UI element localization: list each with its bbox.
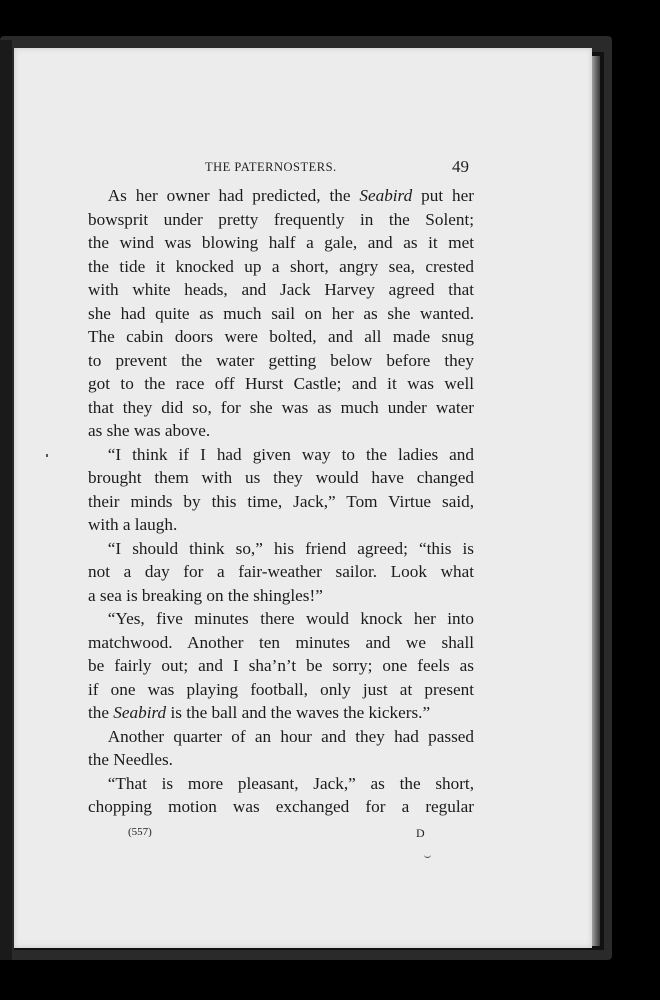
paragraph [88, 607, 474, 725]
text-line: the tide it knocked up a short, angry sea, crested [88, 256, 474, 276]
text-line: “I think if I had given way to the ladies and [107, 444, 474, 464]
text-line: as she was above. [88, 421, 211, 440]
text-line: the Needles. [88, 750, 173, 769]
text-line: “I should think so,” his friend agreed; “this is [107, 538, 474, 558]
paragraph [88, 184, 474, 443]
paragraph [88, 725, 474, 772]
paragraph [88, 772, 474, 819]
text-line: As her owner had predicted, the Seabird put her [107, 186, 474, 205]
text-line: Another quarter of an hour and they had passed [107, 726, 474, 746]
paragraph [88, 443, 474, 537]
text-line: the Seabird is the ball and the waves the kickers.” [88, 703, 431, 722]
italic-ship-name: Seabird [359, 186, 413, 205]
text-line: The cabin doors were bolted, and all made snug [88, 327, 474, 346]
text-line: their minds by this time, Jack,” Tom Virtue said, [88, 491, 474, 511]
text-line: she had quite as much sail on her as she wanted. [88, 303, 474, 323]
running-head: THE PATERNOSTERS. [205, 160, 337, 174]
text-line: brought them with us they would have changed [88, 468, 474, 487]
text-line: the wind was blowing half a gale, and as it met [88, 233, 474, 252]
text-line: to prevent the water getting below before they [88, 350, 474, 370]
text-line: “Yes, five minutes there would knock her into [107, 609, 474, 628]
italic-ship-name: Seabird [113, 703, 167, 722]
text-line: matchwood. Another ten minutes and we shall [88, 632, 474, 652]
text-line: chopping motion was exchanged for a regular [88, 797, 474, 816]
ink-speck [46, 454, 48, 457]
text-line: be fairly out; and I sha’n’t be sorry; one feels as [88, 656, 474, 675]
text-line: got to the race off Hurst Castle; and it was well [88, 374, 474, 393]
signature-mark: (557) [128, 826, 152, 838]
text-line: with white heads, and Jack Harvey agreed that [88, 280, 474, 299]
text-line: that they did so, for she was as much under water [88, 397, 474, 417]
signature-letter: D [416, 826, 425, 840]
text-line: “That is more pleasant, Jack,” as the short, [107, 773, 474, 793]
cover-spine-edge [0, 40, 12, 960]
text-line: bowsprit under pretty frequently in the Solent; [88, 209, 474, 229]
text-line: with a laugh. [88, 515, 178, 534]
text-line: if one was playing football, only just at present [88, 679, 474, 699]
body-text [88, 184, 474, 819]
page-number: 49 [452, 157, 469, 176]
text-line: a sea is breaking on the shingles!” [88, 585, 323, 605]
text-line: not a day for a fair-weather sailor. Look what [88, 562, 474, 581]
paragraph [88, 537, 474, 608]
